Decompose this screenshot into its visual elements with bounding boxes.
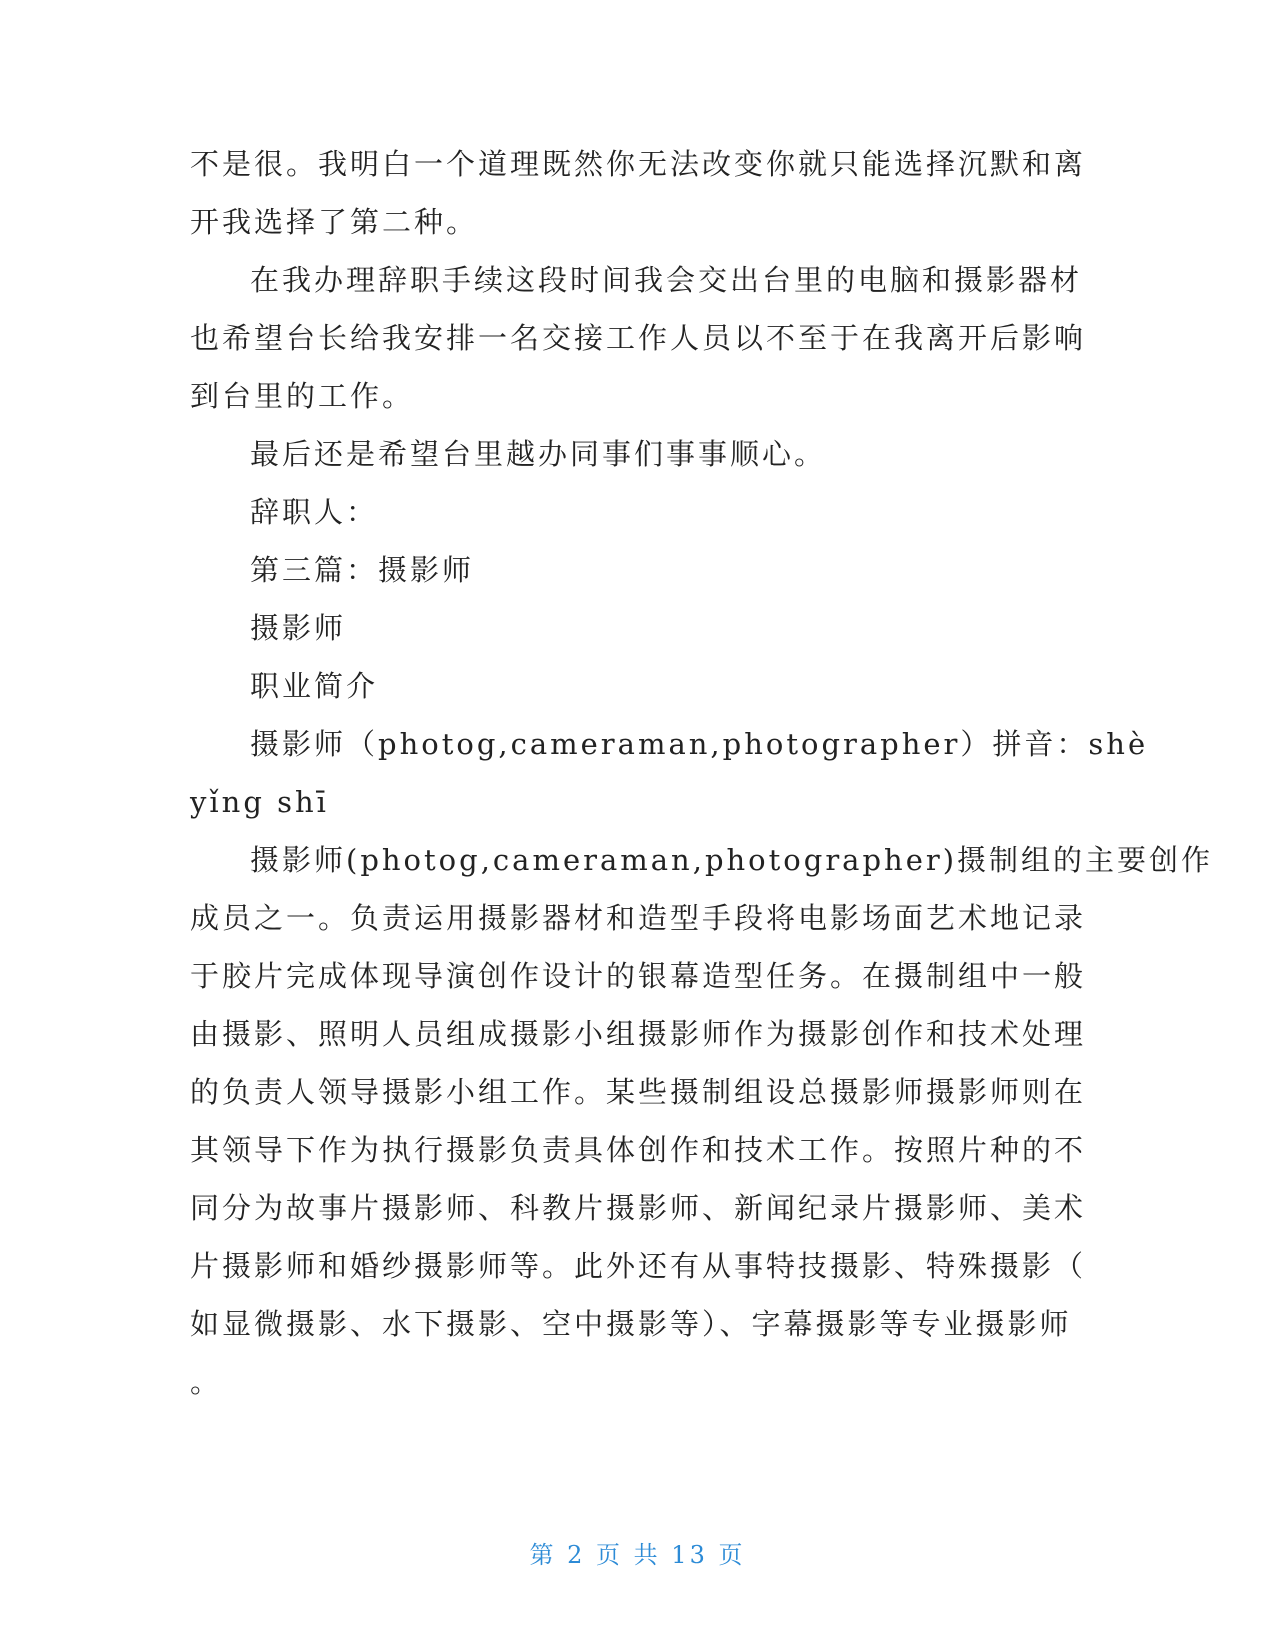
body-line: 如显微摄影、水下摄影、空中摄影等）、字幕摄影等专业摄影师 — [190, 1307, 1072, 1341]
section-heading: 第三篇：摄影师 — [250, 553, 475, 587]
body-line: 同分为故事片摄影师、科教片摄影师、新闻纪录片摄影师、美术 — [190, 1191, 1087, 1225]
body-line: 摄影师（photog,cameraman,photographer）拼音：shè — [250, 727, 1149, 761]
body-line: 。 — [190, 1365, 223, 1399]
body-line: yǐng shī — [190, 785, 329, 819]
section-title: 摄影师 — [250, 611, 347, 645]
body-line: 由摄影、照明人员组成摄影小组摄影师作为摄影创作和技术处理 — [190, 1017, 1087, 1051]
body-line: 到台里的工作。 — [190, 379, 415, 413]
body-line: 的负责人领导摄影小组工作。某些摄制组设总摄影师摄影师则在 — [190, 1075, 1087, 1109]
body-line: 开我选择了第二种。 — [190, 205, 479, 239]
body-line: 于胶片完成体现导演创作设计的银幕造型任务。在摄制组中一般 — [190, 959, 1087, 993]
body-line: 在我办理辞职手续这段时间我会交出台里的电脑和摄影器材 — [250, 263, 1083, 297]
subsection-title: 职业简介 — [250, 669, 379, 703]
body-line: 也希望台长给我安排一名交接工作人员以不至于在我离开后影响 — [190, 321, 1087, 355]
page-number-footer: 第 2 页 共 13 页 — [529, 1541, 746, 1569]
body-line: 其领导下作为执行摄影负责具体创作和技术工作。按照片种的不 — [190, 1133, 1087, 1167]
body-line: 摄影师(photog,cameraman,photographer)摄制组的主要创作 — [250, 843, 1214, 877]
body-line: 不是很。我明白一个道理既然你无法改变你就只能选择沉默和离 — [190, 147, 1087, 181]
body-line: 最后还是希望台里越办同事们事事顺心。 — [250, 437, 827, 471]
body-line: 片摄影师和婚纱摄影师等。此外还有从事特技摄影、特殊摄影（ — [190, 1249, 1087, 1283]
signature-label: 辞职人： — [250, 495, 379, 529]
body-line: 成员之一。负责运用摄影器材和造型手段将电影场面艺术地记录 — [190, 901, 1087, 935]
